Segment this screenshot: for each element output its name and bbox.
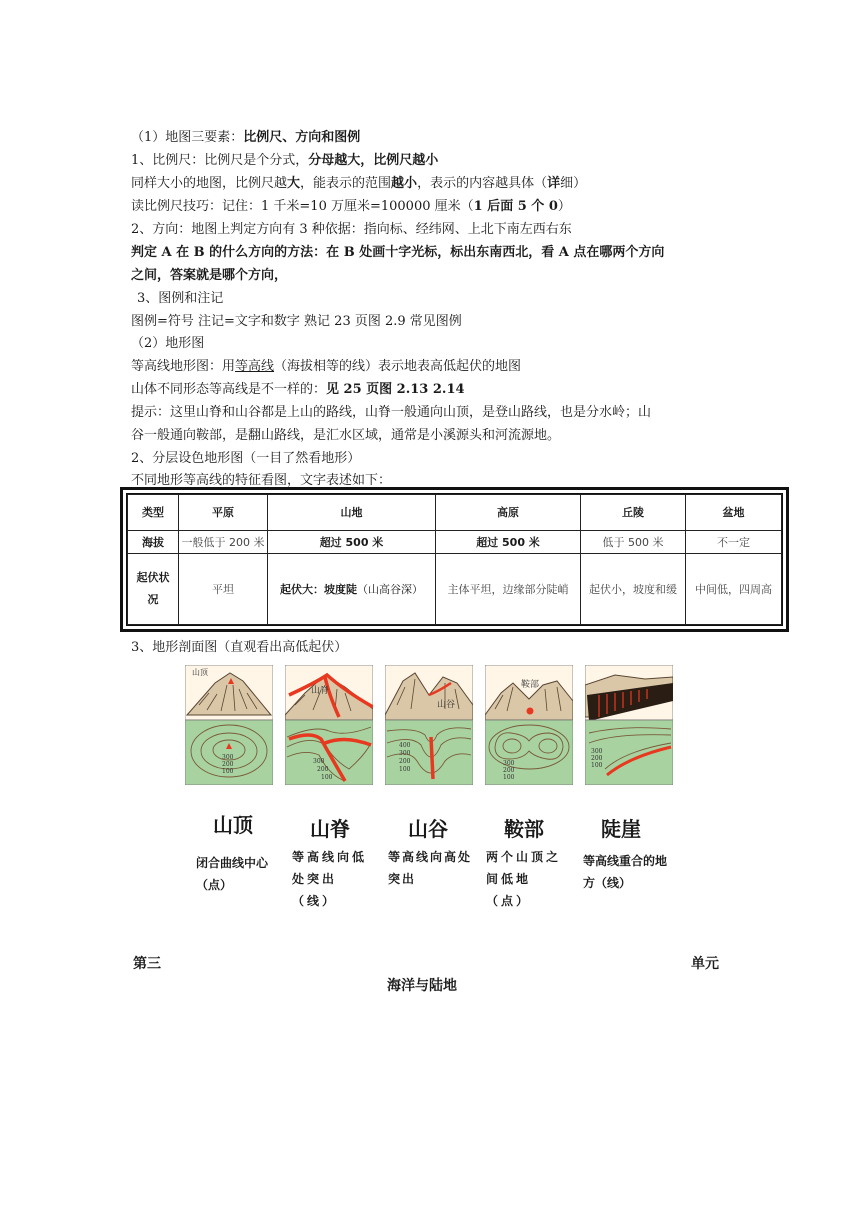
direction-line: 2、方向：地图上判定方向有 3 种依据：指向标、经纬网、上北下南左西右东 — [131, 222, 572, 237]
cliff-figure — [585, 665, 673, 785]
scale-detail: 同样大小的地图，比例尺越大，能表示的范围越小，表示的内容越具体（详细） — [131, 176, 587, 191]
row-label: 海拔 — [128, 530, 179, 554]
svg-text:200: 200 — [503, 767, 515, 774]
svg-text:100: 100 — [321, 774, 333, 781]
svg-text:300: 300 — [222, 754, 234, 761]
svg-text:100: 100 — [503, 774, 515, 781]
cliff-title: 陡崖 — [601, 817, 641, 841]
section-1-heading: （1）地图三要素：比例尺、方向和图例 — [131, 130, 361, 145]
table-header: 类型 — [128, 495, 179, 531]
profile-heading: 3、地形剖面图（直观看出高低起伏） — [131, 640, 348, 655]
hint-line-1: 提示：这里山脊和山谷都是上山的路线，山脊一般通向山顶，是登山路线，也是分水岭；山 — [131, 405, 652, 420]
table-header: 丘陵 — [581, 495, 686, 531]
svg-text:300: 300 — [399, 750, 411, 757]
table-cell: 平坦 — [179, 554, 268, 625]
svg-text:200: 200 — [591, 755, 603, 762]
row-label: 起伏状况 — [128, 554, 179, 625]
layered-color-heading: 2、分层设色地形图（一目了然看地形） — [131, 451, 361, 466]
summit-desc: 闭合曲线中心（点） — [196, 856, 269, 892]
summit-title: 山顶 — [213, 813, 253, 837]
valley-figure — [385, 665, 473, 785]
contour-map-definition: 等高线地形图：用等高线（海拔相等的线）表示地表高低起伏的地图 — [131, 359, 522, 374]
table-header: 高原 — [436, 495, 581, 531]
table-header: 山地 — [268, 495, 436, 531]
valley-title: 山谷 — [408, 817, 448, 841]
ridge-figure — [285, 665, 373, 785]
table-header: 平原 — [179, 495, 268, 531]
summit-figure — [185, 665, 273, 785]
svg-text:100: 100 — [222, 768, 234, 775]
terrain-table — [120, 487, 789, 632]
saddle-figure — [485, 665, 573, 785]
legend-detail: 图例=符号 注记=文字和数字 熟记 23 页图 2.9 常见图例 — [131, 314, 462, 329]
saddle-desc: 两个山顶之间低地（点） — [486, 850, 562, 908]
cliff-desc: 等高线重合的地方（线） — [583, 854, 668, 890]
table-cell: 超过 500 米 — [436, 530, 581, 554]
legend-heading: 3、图例和注记 — [137, 291, 224, 306]
svg-text:100: 100 — [591, 762, 603, 769]
table-cell: 中间低，四周高 — [686, 554, 782, 625]
table-cell: 起伏小，坡度和缓 — [581, 554, 686, 625]
svg-text:100: 100 — [399, 766, 411, 773]
terrain-intro: 不同地形等高线的特征看图，文字表述如下： — [131, 473, 392, 488]
table-cell: 一般低于 200 米 — [179, 530, 268, 554]
table-cell: 主体平坦，边缘部分陡峭 — [436, 554, 581, 625]
table-cell: 超过 500 米 — [268, 530, 436, 554]
table-header: 盆地 — [686, 495, 782, 531]
hint-line-2: 谷一般通向鞍部，是翻山路线，是汇水区域，通常是小溪源头和河流源地。 — [131, 428, 561, 443]
valley-desc: 等高线向高处突出 — [388, 850, 473, 886]
table-cell: 不一定 — [686, 530, 782, 554]
scale-tip: 读比例尺技巧：记住：1 千米=10 万厘米=100000 厘米（1 后面 5 个 0） — [131, 199, 571, 214]
ridge-desc: 等高线向低处突出（线） — [292, 850, 368, 908]
section-2-heading: （2）地形图 — [131, 336, 205, 351]
table-cell: 低于 500 米 — [581, 530, 686, 554]
map-label: 山顶 — [192, 668, 208, 677]
map-label: 鞍部 — [521, 680, 540, 690]
direction-method-cont: 之间，答案就是哪个方向， — [131, 268, 288, 283]
saddle-title: 鞍部 — [504, 817, 544, 841]
svg-text:200: 200 — [399, 758, 411, 765]
unit-label-left: 第三 — [133, 956, 161, 972]
direction-method: 判定 A 在 B 的什么方向的方法：在 B 处画十字光标，标出东南西北，看 A 点在哪两个方向 — [131, 245, 665, 260]
map-label: 山脊 — [311, 686, 330, 696]
contour-shapes-line: 山体不同形态等高线是不一样的：见 25 页图 2.13 2.14 — [131, 382, 465, 397]
svg-text:200: 200 — [317, 766, 329, 773]
svg-text:400: 400 — [399, 742, 411, 749]
map-label: 山谷 — [437, 700, 456, 710]
svg-text:300: 300 — [591, 748, 603, 755]
scale-definition: 1、比例尺：比例尺是个分式，分母越大，比例尺越小 — [131, 153, 439, 168]
unit-label-right: 单元 — [691, 956, 719, 972]
svg-text:200: 200 — [222, 761, 234, 768]
ridge-title: 山脊 — [310, 817, 350, 841]
table-cell: 起伏大：坡度陡（山高谷深） — [268, 554, 436, 625]
unit-title: 海洋与陆地 — [387, 978, 457, 994]
svg-text:300: 300 — [313, 758, 325, 765]
svg-text:300: 300 — [503, 760, 515, 767]
